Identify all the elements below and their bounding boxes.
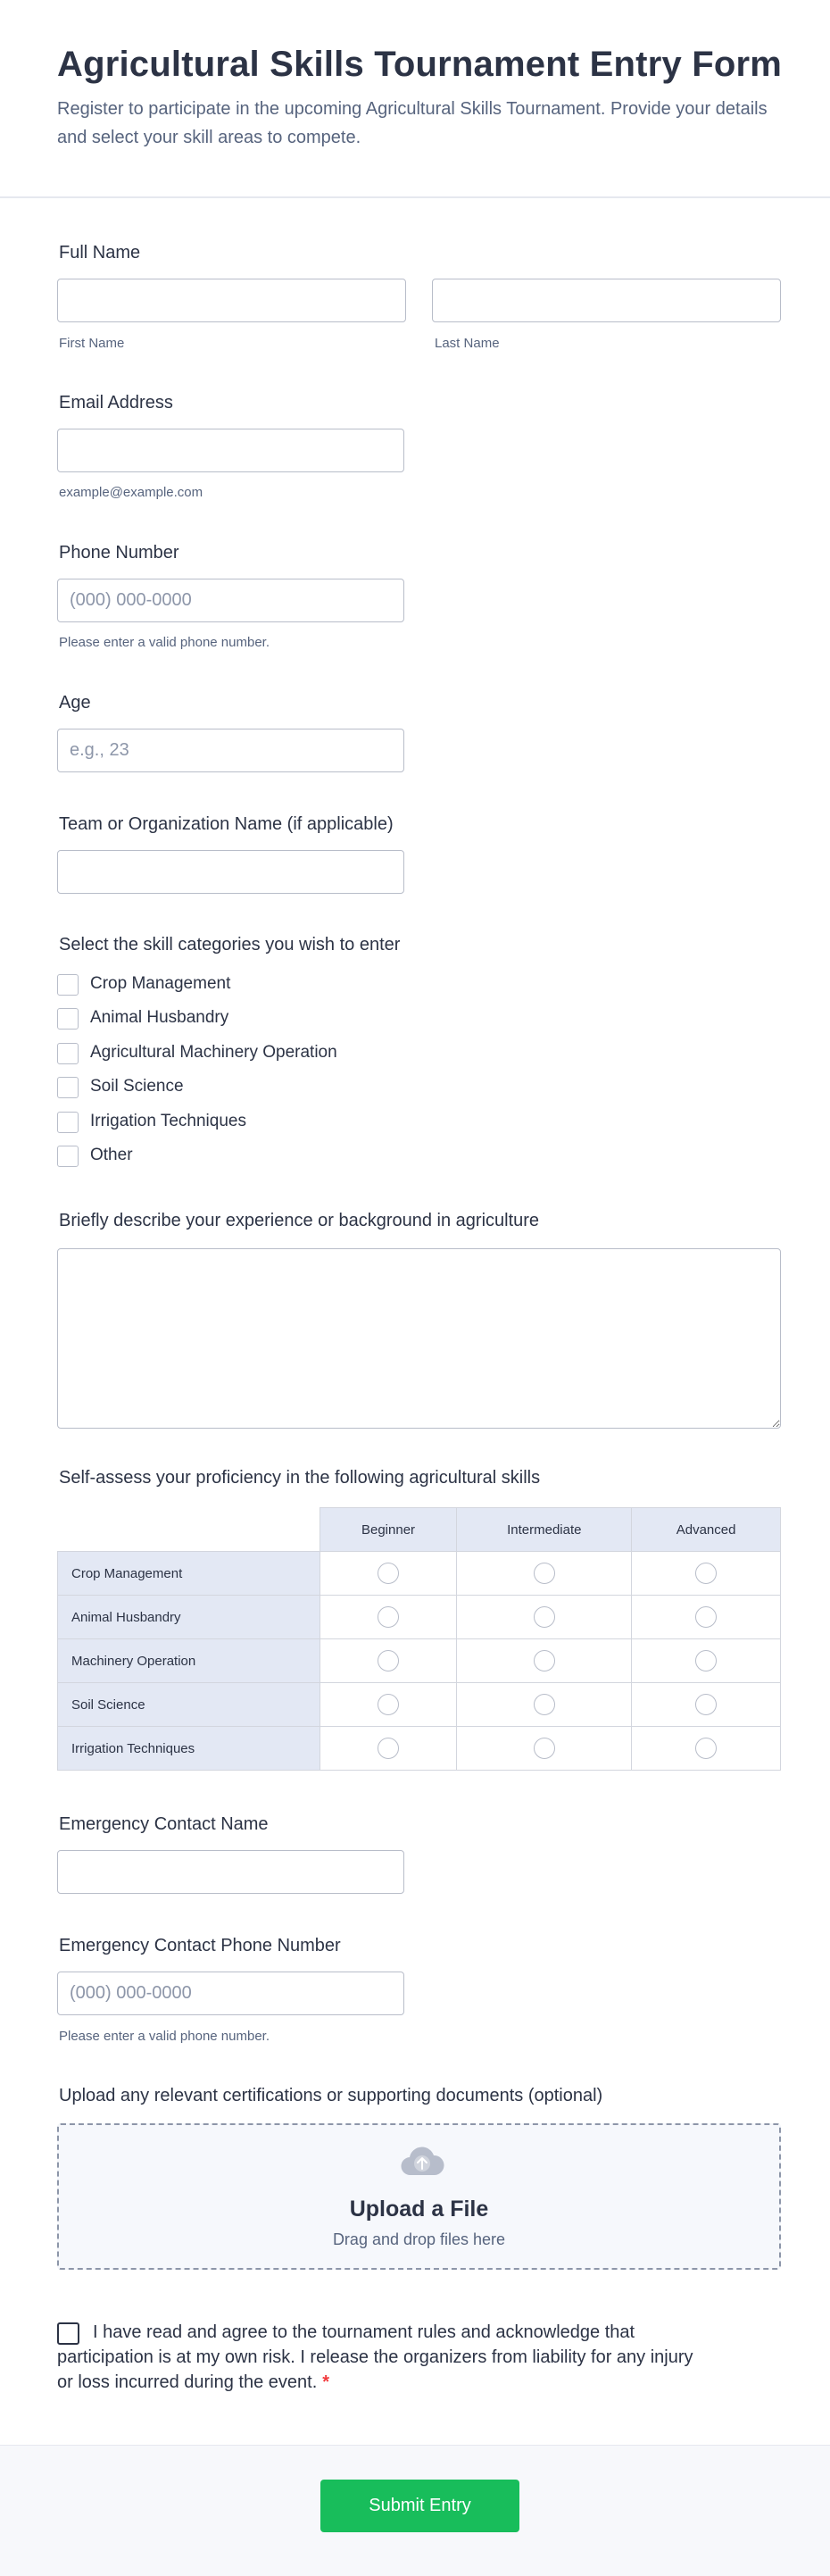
upload-title: Upload a File <box>349 2197 489 2222</box>
phone-input[interactable] <box>57 579 404 622</box>
full-name-label: Full Name <box>59 243 141 263</box>
radio-machinery-beginner[interactable] <box>378 1650 399 1671</box>
emergency-name-input[interactable] <box>57 1850 404 1894</box>
skill-option-label: Crop Management <box>90 974 231 993</box>
skill-checkbox-animal-husbandry[interactable] <box>57 1008 79 1030</box>
emergency-phone-label: Emergency Contact Phone Number <box>59 1936 341 1955</box>
matrix-row-label: Crop Management <box>58 1552 320 1596</box>
radio-animal-advanced[interactable] <box>695 1606 717 1628</box>
form-description: Register to participate in the upcoming Agricultural Skills Tournament. Provide your details and select your skill areas to compete. <box>57 99 768 147</box>
age-label: Age <box>59 693 91 713</box>
skill-checkbox-machinery[interactable] <box>57 1043 79 1064</box>
matrix-column-header: Intermediate <box>457 1508 632 1552</box>
skill-option-label: Other <box>90 1146 133 1164</box>
skill-checkbox-soil-science[interactable] <box>57 1077 79 1098</box>
age-input[interactable] <box>57 729 404 772</box>
skill-checkbox-irrigation[interactable] <box>57 1112 79 1133</box>
email-sublabel: example@example.com <box>59 485 203 500</box>
last-name-sublabel: Last Name <box>435 336 500 351</box>
matrix-row-label: Irrigation Techniques <box>58 1727 320 1771</box>
radio-animal-intermediate[interactable] <box>534 1606 555 1628</box>
file-upload-dropzone[interactable] <box>57 2123 781 2270</box>
experience-textarea[interactable] <box>57 1248 781 1429</box>
matrix-row-label: Animal Husbandry <box>58 1596 320 1639</box>
matrix-row <box>58 1552 781 1596</box>
email-label: Email Address <box>59 393 173 413</box>
radio-crop-beginner[interactable] <box>378 1563 399 1584</box>
email-input[interactable] <box>57 429 404 472</box>
skills-label: Select the skill categories you wish to enter <box>59 935 401 955</box>
emergency-name-label: Emergency Contact Name <box>59 1814 269 1834</box>
team-label: Team or Organization Name (if applicable) <box>59 814 394 834</box>
matrix-column-header: Advanced <box>632 1508 781 1552</box>
radio-irrigation-intermediate[interactable] <box>534 1738 555 1759</box>
matrix-row-label: Machinery Operation <box>58 1639 320 1683</box>
matrix-row <box>58 1639 781 1683</box>
radio-crop-intermediate[interactable] <box>534 1563 555 1584</box>
radio-irrigation-advanced[interactable] <box>695 1738 717 1759</box>
first-name-sublabel: First Name <box>59 336 125 351</box>
radio-machinery-intermediate[interactable] <box>534 1650 555 1671</box>
emergency-phone-input[interactable] <box>57 1972 404 2015</box>
skill-option-label: Irrigation Techniques <box>90 1112 246 1130</box>
matrix-column-header: Beginner <box>320 1508 457 1552</box>
last-name-input[interactable] <box>432 279 781 322</box>
submit-button[interactable]: Submit Entry <box>320 2480 519 2532</box>
form-title: Agricultural Skills Tournament Entry Form <box>57 45 783 84</box>
radio-soil-advanced[interactable] <box>695 1694 717 1715</box>
skill-checkbox-other[interactable] <box>57 1146 79 1167</box>
proficiency-matrix <box>57 1507 781 1771</box>
proficiency-label: Self-assess your proficiency in the following agricultural skills <box>59 1468 541 1488</box>
upload-label: Upload any relevant certifications or supporting documents (optional) <box>59 2086 603 2105</box>
cloud-upload-icon <box>400 2145 444 2177</box>
form-header <box>0 0 830 198</box>
phone-label: Phone Number <box>59 543 179 563</box>
matrix-row-label: Soil Science <box>58 1683 320 1727</box>
emergency-phone-sublabel: Please enter a valid phone number. <box>59 2029 270 2044</box>
radio-irrigation-beginner[interactable] <box>378 1738 399 1759</box>
first-name-input[interactable] <box>57 279 406 322</box>
radio-soil-beginner[interactable] <box>378 1694 399 1715</box>
agreement-text: I have read and agree to the tournament rules and acknowledge that participation is at my own risk. I release the organizers from liability for any injury or loss incurred during the event. <box>57 2322 693 2392</box>
matrix-corner <box>58 1508 320 1552</box>
skill-checkbox-crop-management[interactable] <box>57 974 79 996</box>
agreement-label <box>57 2320 700 2395</box>
radio-crop-advanced[interactable] <box>695 1563 717 1584</box>
required-asterisk: * <box>322 2372 330 2392</box>
upload-subtitle: Drag and drop files here <box>332 2230 506 2248</box>
skill-option-label: Animal Husbandry <box>90 1008 229 1027</box>
team-input[interactable] <box>57 850 404 894</box>
matrix-row <box>58 1683 781 1727</box>
skill-option-label: Agricultural Machinery Operation <box>90 1043 337 1062</box>
matrix-row <box>58 1727 781 1771</box>
skill-option-label: Soil Science <box>90 1077 184 1096</box>
phone-sublabel: Please enter a valid phone number. <box>59 635 270 650</box>
experience-label: Briefly describe your experience or background in agriculture <box>59 1211 540 1230</box>
radio-soil-intermediate[interactable] <box>534 1694 555 1715</box>
radio-animal-beginner[interactable] <box>378 1606 399 1628</box>
radio-machinery-advanced[interactable] <box>695 1650 717 1671</box>
matrix-row <box>58 1596 781 1639</box>
